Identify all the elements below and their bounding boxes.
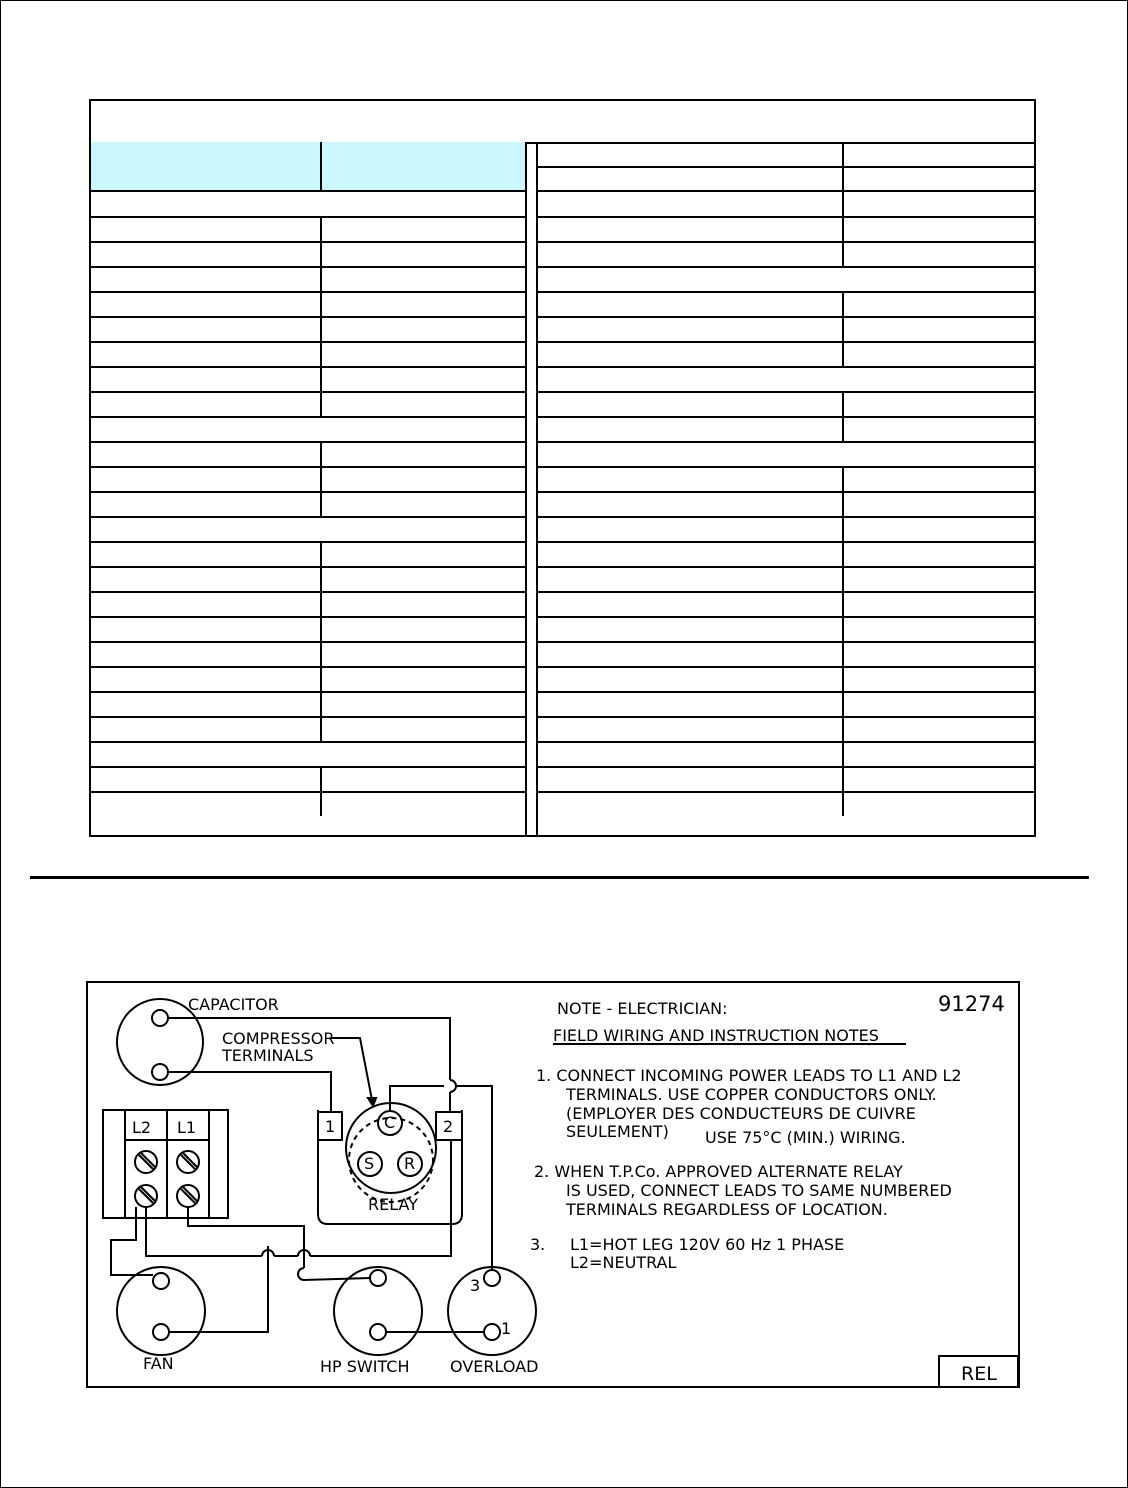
terminal-c-label: C	[384, 1113, 396, 1132]
hp-switch-label: HP SWITCH	[320, 1357, 410, 1376]
notes-heading: NOTE - ELECTRICIAN:	[557, 999, 728, 1018]
note-3-number: 3.	[530, 1235, 546, 1254]
terminal-s-label: S	[364, 1154, 375, 1173]
note-3-line-2: L2=NEUTRAL	[570, 1253, 677, 1272]
terminal-r-label: R	[404, 1154, 416, 1173]
hp-switch-symbol	[334, 1267, 422, 1355]
note-1-line-4: SEULEMENT)	[566, 1122, 669, 1141]
l1-label: L1	[177, 1118, 197, 1137]
overload-symbol	[448, 1267, 536, 1355]
overload-label: OVERLOAD	[450, 1357, 539, 1376]
note-3-line-1: L1=HOT LEG 120V 60 Hz 1 PHASE	[570, 1235, 845, 1254]
overload-terminal-1-label: 1	[501, 1319, 512, 1338]
relay-label: RELAY	[368, 1195, 418, 1214]
note-1-line-3: (EMPLOYER DES CONDUCTEURS DE CUIVRE	[566, 1104, 916, 1123]
stamp-label: REL	[961, 1363, 997, 1385]
compressor-label-2: TERMINALS	[222, 1046, 314, 1065]
notes-subheading: FIELD WIRING AND INSTRUCTION NOTES	[553, 1026, 879, 1045]
capacitor-label: CAPACITOR	[188, 995, 279, 1014]
note-1-line-4b: USE 75°C (MIN.) WIRING.	[705, 1128, 906, 1147]
fan-label: FAN	[143, 1354, 174, 1373]
diagram-number: 91274	[938, 992, 1005, 1016]
l2-label: L2	[132, 1118, 152, 1137]
note-2-line-3: TERMINALS REGARDLESS OF LOCATION.	[566, 1200, 888, 1219]
note-1-line-1: 1. CONNECT INCOMING POWER LEADS TO L1 AND L2	[536, 1066, 962, 1085]
capacitor-terminal-top	[152, 1010, 168, 1026]
note-2-line-1: 2. WHEN T.P.Co. APPROVED ALTERNATE RELAY	[534, 1162, 903, 1181]
note-2-line-2: IS USED, CONNECT LEADS TO SAME NUMBERED	[566, 1181, 952, 1200]
relay-terminal-2-label: 2	[443, 1117, 454, 1136]
overload-terminal-3-label: 3	[470, 1276, 481, 1295]
capacitor-terminal-bottom	[152, 1064, 168, 1080]
relay-terminal-1-label: 1	[325, 1117, 336, 1136]
fan-symbol	[117, 1267, 205, 1355]
compressor-label: COMPRESSOR	[222, 1029, 335, 1048]
note-1-line-2: TERMINALS. USE COPPER CONDUCTORS ONLY.	[566, 1085, 937, 1104]
wire	[168, 1072, 331, 1112]
